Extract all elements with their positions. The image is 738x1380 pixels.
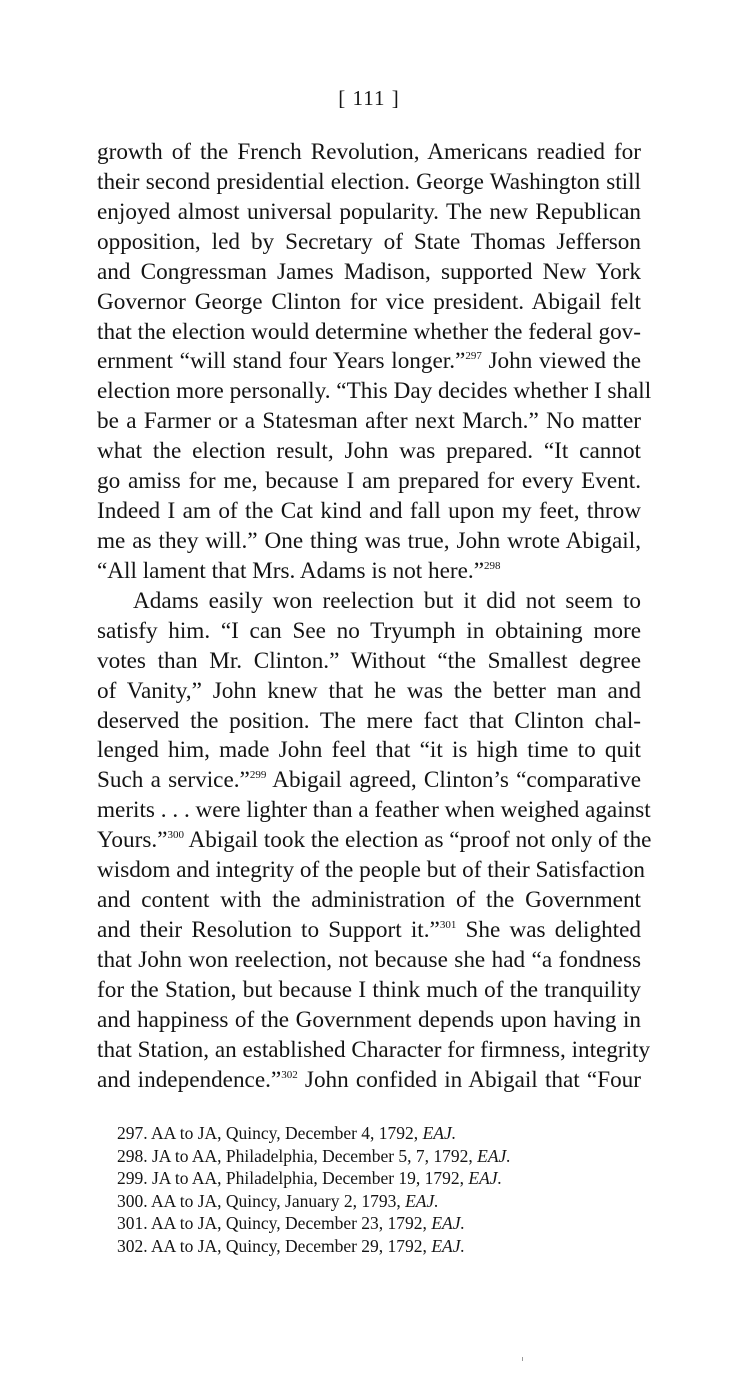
footnote-302 <box>117 1235 617 1258</box>
footnote-299 <box>117 1167 617 1190</box>
text-line: Governor George Clinton for vice president. Abigail felt <box>97 288 641 315</box>
text-line: and content with the administration of the Government <box>97 887 641 914</box>
line-text: ernment “will stand four Years longer.” <box>97 348 466 375</box>
footnote-source: EAJ. <box>431 1235 465 1256</box>
text-line: opposition, led by Secretary of State Thomas Jefferson <box>97 228 641 255</box>
line-text: “All lament that Mrs. Adams is not here.” <box>97 557 485 584</box>
footnote-ref-302: 302 <box>281 1068 298 1081</box>
text-line <box>97 766 641 796</box>
footnote-ref-298: 298 <box>484 559 501 572</box>
text-line: me as they will.” One thing was true, John wrote Abigail, <box>97 527 641 554</box>
text-line: that John won reelection, not because she had “a fondness <box>97 946 641 973</box>
line-text-after: John confided in Abigail that “Four <box>297 1066 642 1093</box>
footnote-text: 300. AA to JA, Quincy, January 2, 1793, <box>117 1190 406 1211</box>
text-line: enjoyed almost universal popularity. The new Republican <box>97 198 641 225</box>
line-text-after: Abigail agreed, Clinton’s “comparative <box>266 767 641 794</box>
text-line: deserved the position. The mere fact that Clinton chal- <box>97 707 641 734</box>
footnote-ref-297: 297 <box>465 350 482 363</box>
text-line: and Congressman James Madison, supported New York <box>97 258 641 285</box>
footnote-298 <box>117 1145 617 1168</box>
text-line: merits . . . were lighter than a feather when weighed against <box>97 797 651 824</box>
text-line <box>97 1066 641 1096</box>
paragraph-2 <box>97 587 652 1096</box>
text-line: growth of the French Revolution, Americans readied for <box>97 139 641 165</box>
scan-speck <box>522 1357 523 1361</box>
text-line <box>97 826 652 856</box>
text-line: lenged him, made John feel that “it is high time to quit <box>97 737 641 764</box>
footnote-source: EAJ. <box>422 1123 457 1143</box>
footnote-source: EAJ. <box>468 1168 502 1188</box>
line-text: Such a service.” <box>97 767 250 794</box>
footnotes <box>117 1122 617 1257</box>
footnote-300 <box>117 1190 617 1213</box>
text-line: what the election result, John was prepared. “It cannot <box>97 438 641 465</box>
footnote-301 <box>117 1212 617 1235</box>
footnote-text: 297. AA to JA, Quincy, December 4, 1792, <box>117 1123 423 1143</box>
footnote-text: 302. AA to JA, Quincy, December 29, 1792, <box>117 1235 432 1256</box>
text-line <box>97 916 641 946</box>
line-text: and independence.” <box>97 1066 282 1093</box>
text-line: their second presidential election. George Washington still <box>97 168 641 195</box>
text-line: of Vanity,” John knew that he was the better man and <box>97 677 641 704</box>
footnote-text: 299. JA to AA, Philadelphia, December 19, 1792, <box>117 1168 469 1188</box>
text-line: be a Farmer or a Statesman after next March.” No matter <box>97 408 641 435</box>
footnote-ref-299: 299 <box>249 769 267 782</box>
footnote-text: 298. JA to AA, Philadelphia, December 5, 7, 1792, <box>117 1145 478 1166</box>
footnote-source: EAJ. <box>431 1213 465 1233</box>
text-line: that Station, an established Character for firmness, integrity <box>97 1036 651 1063</box>
paragraph-1 <box>97 138 652 587</box>
page-number: [ 111 ] <box>338 86 400 110</box>
line-text-after: Abigail took the election as “proof not only of the <box>183 827 652 854</box>
text-line <box>97 557 641 587</box>
text-line: wisdom and integrity of the people but of their Satisfaction <box>97 857 646 884</box>
text-line: and happiness of the Government depends upon having in <box>97 1006 641 1033</box>
text-line: Indeed I am of the Cat kind and fall upon my feet, throw <box>97 498 641 525</box>
text-line: satisfy him. “I can See no Tryumph in obtaining more <box>97 617 641 644</box>
footnote-ref-300: 300 <box>167 829 184 842</box>
line-text-after: John viewed the <box>481 348 641 375</box>
text-line: that the election would determine whether the federal gov- <box>97 318 641 345</box>
text-line: votes than Mr. Clinton.” Without “the Smallest degree <box>97 647 641 674</box>
footnote-ref-301: 301 <box>439 918 457 931</box>
text-line <box>97 347 641 377</box>
body-text <box>97 138 652 1096</box>
footnote-297 <box>117 1122 617 1145</box>
line-text: Yours.” <box>97 827 168 854</box>
text-line: for the Station, but because I think much of the tranquility <box>97 976 641 1003</box>
text-line: Adams easily won reelection but it did not seem to <box>133 587 641 614</box>
line-text: and their Resolution to Support it.” <box>97 916 440 943</box>
text-line: election more personally. “This Day decides whether I shall <box>97 378 652 405</box>
footnote-source: EAJ. <box>477 1145 511 1166</box>
line-text-after: She was delighted <box>456 916 641 943</box>
footnote-text: 301. AA to JA, Quincy, December 23, 1792, <box>117 1213 432 1233</box>
footnote-source: EAJ. <box>405 1190 439 1211</box>
text-line: go amiss for me, because I am prepared for every Event. <box>97 468 641 495</box>
